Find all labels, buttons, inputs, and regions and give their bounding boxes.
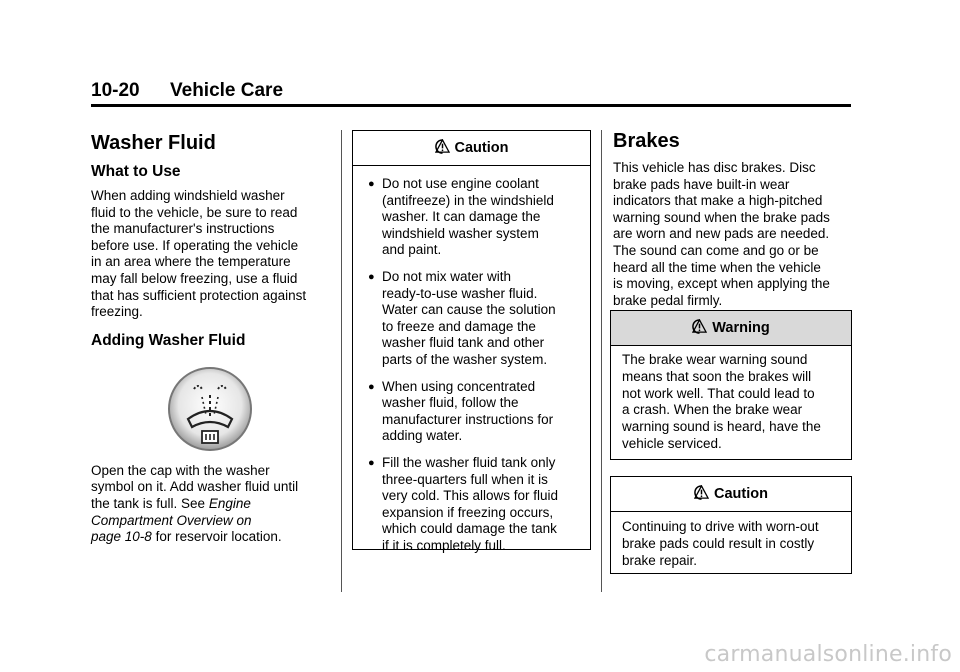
left-column (91, 128, 331, 546)
brakes-title: Brakes (613, 130, 680, 152)
reference-suffix: for reservoir location. (151, 529, 282, 545)
washer-fluid-symbol-icon (166, 365, 254, 453)
warning-triangle-icon (435, 139, 450, 154)
engine-compartment-reference[interactable]: Engine Compartment Overview on page 10-8 (91, 495, 252, 545)
brake-warning-box (610, 310, 852, 460)
watermark: carmanualsonline.info (704, 642, 952, 667)
right-column (613, 128, 853, 309)
list-item: ● Do not mix water with ready-to-use washer fluid. Water can cause the solution to freeze and damage the washer fluid tank and other parts of the washer system. (368, 268, 556, 367)
brakes-intro-text: This vehicle has disc brakes. Disc brake pads have built-in wear indicators that make a high-pitched warning sound when the brake pads are worn and new pads are needed. The sound can come and go or be heard all the time when the vehicle is moving, except when applying the brake pedal firmly. (613, 160, 830, 308)
warning-header (611, 311, 851, 346)
brake-caution-box (610, 476, 852, 574)
washer-fluid-title: Washer Fluid (91, 132, 216, 154)
warning-triangle-icon (694, 485, 709, 500)
caution-header (353, 131, 590, 166)
warning-text: The brake wear warning sound means that soon the brakes will not work well. That could lead to a crash. When the brake wear warning sound is heard, have the vehicle serviced. (622, 352, 821, 451)
caution-label: Caution (714, 486, 768, 502)
column-divider-right (601, 130, 602, 592)
page-header (91, 80, 851, 106)
caution-bullet-list (353, 166, 590, 554)
warning-triangle-icon (692, 319, 707, 334)
what-to-use-heading: What to Use (91, 163, 181, 180)
warning-label: Warning (712, 320, 770, 336)
section-title: Vehicle Care (170, 80, 284, 101)
list-item: ● Fill the washer fluid tank only three-quarters full when it is very cold. This allows for fluid expansion if freezing occurs, which could damage the tank if it is completely full. (368, 454, 559, 553)
header-rule (91, 104, 851, 107)
adding-washer-fluid-heading: Adding Washer Fluid (91, 331, 246, 349)
caution-text: Continuing to drive with worn-out brake pads could result in costly brake repair. (622, 519, 819, 568)
caution-label: Caution (454, 140, 509, 156)
open-cap-text (91, 463, 331, 546)
list-item: ● When using concentrated washer fluid, follow the manufacturer instructions for adding water. (368, 378, 554, 444)
washer-caution-box (352, 130, 591, 553)
page-number: 10-20 (91, 80, 140, 101)
caution-header (611, 477, 851, 512)
list-item: ● Do not use engine coolant (antifreeze) in the windshield washer. It can damage the windshield washer system and paint. (368, 176, 554, 258)
column-divider-left (341, 130, 342, 592)
what-to-use-text: When adding windshield washer fluid to the vehicle, be sure to read the manufacturer's instructions before use. If operating the vehicle in an area where the temperature may fall below freezing, use a fluid that has sufficient protection against freezing. (91, 188, 307, 320)
open-cap-instructions: Open the cap with the washer symbol on it. Add washer fluid until the tank is full. See (91, 462, 299, 511)
